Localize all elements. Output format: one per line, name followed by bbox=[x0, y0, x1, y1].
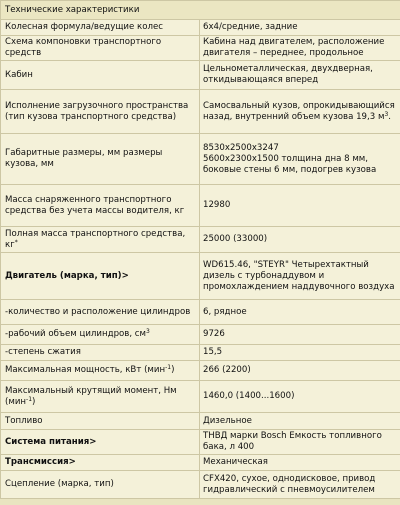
row-label-text: Полная масса транспортного средства, кг bbox=[5, 228, 186, 250]
table-row bbox=[1, 300, 400, 325]
row-label: Габаритные размеры, мм размеры кузова, мм bbox=[1, 134, 200, 185]
row-label: Система питания> bbox=[1, 430, 200, 455]
row-label bbox=[1, 381, 200, 413]
row-label-text: -рабочий объем цилиндров, см bbox=[5, 329, 147, 339]
row-value bbox=[200, 90, 400, 134]
table-row bbox=[1, 61, 400, 90]
row-label-text: Максимальная мощность, кВт (мин bbox=[5, 365, 166, 375]
table-row bbox=[1, 430, 400, 455]
row-value: Дизельное bbox=[200, 413, 400, 430]
row-value: 15,5 bbox=[200, 345, 400, 361]
row-label-sup: 3 bbox=[146, 328, 150, 335]
row-label: -степень сжатия bbox=[1, 345, 200, 361]
row-value: 1460,0 (1400...1600) bbox=[200, 381, 400, 413]
row-label: Схема компоновки транспортного средств bbox=[1, 36, 200, 61]
row-label bbox=[1, 227, 200, 253]
row-label bbox=[1, 361, 200, 381]
row-value: 25000 (33000) bbox=[200, 227, 400, 253]
row-label: Исполнение загрузочного пространства (тип кузова транспортного средства) bbox=[1, 90, 200, 134]
table-row bbox=[1, 134, 400, 185]
table-row bbox=[1, 36, 400, 61]
row-value-end: . bbox=[388, 111, 391, 122]
row-value: Механическая bbox=[200, 455, 400, 471]
row-value: 12980 bbox=[200, 185, 400, 227]
row-value: ТНВД марки Bosch Емкость топливного бака, л 400 bbox=[200, 430, 400, 455]
table-row bbox=[1, 381, 400, 413]
table-row bbox=[1, 471, 400, 499]
table-row bbox=[1, 253, 400, 300]
row-label: Кабин bbox=[1, 61, 200, 90]
row-value: Кабина над двигателем, расположение двигателя – переднее, продольное bbox=[200, 36, 400, 61]
row-value-line2: 5600x2300x1500 толщина дна 8 мм, боковые стены 6 мм, подогрев кузова bbox=[203, 153, 377, 175]
row-label-text: Максимальный крутящий момент, Нм (мин bbox=[5, 385, 177, 407]
table-row bbox=[1, 90, 400, 134]
row-value: CFX420, сухое, однодисковое, привод гидравлический с пневмоусилителем bbox=[200, 471, 400, 499]
row-label: Трансмиссия> bbox=[1, 455, 200, 471]
row-label: Сцепление (марка, тип) bbox=[1, 471, 200, 499]
row-value-line1: 8530x2500x3247 bbox=[203, 142, 279, 153]
table-row bbox=[1, 345, 400, 361]
row-label: -количество и расположение цилиндров bbox=[1, 300, 200, 325]
row-value-text: Самосвальный кузов, опрокидывающийся назад, внутренний объем кузова 19,3 м bbox=[203, 100, 395, 122]
table-row bbox=[1, 325, 400, 345]
row-label bbox=[1, 325, 200, 345]
row-label: Двигатель (марка, тип)> bbox=[1, 253, 200, 300]
row-value: 6, рядное bbox=[200, 300, 400, 325]
row-value: 266 (2200) bbox=[200, 361, 400, 381]
table-row bbox=[1, 455, 400, 471]
row-value bbox=[200, 134, 400, 185]
row-label: Масса снаряженного транспортного средства без учета массы водителя, кг bbox=[1, 185, 200, 227]
row-value-sup: 3 bbox=[384, 110, 389, 118]
table-row bbox=[1, 20, 400, 36]
row-label-end: ) bbox=[171, 365, 175, 375]
row-label: Колесная формула/ведущие колес bbox=[1, 20, 200, 36]
row-value: 9726 bbox=[200, 325, 400, 345]
table-row bbox=[1, 361, 400, 381]
row-value: WD615.46, "STEYR" Четырехтактный дизель с турбонаддувом и промохлаждением наддувочного воздуха bbox=[200, 253, 400, 300]
table-row bbox=[1, 185, 400, 227]
table-header: Технические характеристики bbox=[1, 1, 400, 20]
table-header-row bbox=[1, 1, 400, 20]
table-row bbox=[1, 413, 400, 430]
row-value: 6x4/средние, задние bbox=[200, 20, 400, 36]
row-label-sup: * bbox=[14, 238, 18, 246]
row-label-end: ) bbox=[32, 396, 36, 407]
row-label: Топливо bbox=[1, 413, 200, 430]
row-label-sup: -1 bbox=[26, 395, 33, 403]
table-row bbox=[1, 227, 400, 253]
row-value: Цельнометаллическая, двухдверная, откидывающаяся вперед bbox=[200, 61, 400, 90]
row-label-sup: -1 bbox=[165, 364, 172, 371]
